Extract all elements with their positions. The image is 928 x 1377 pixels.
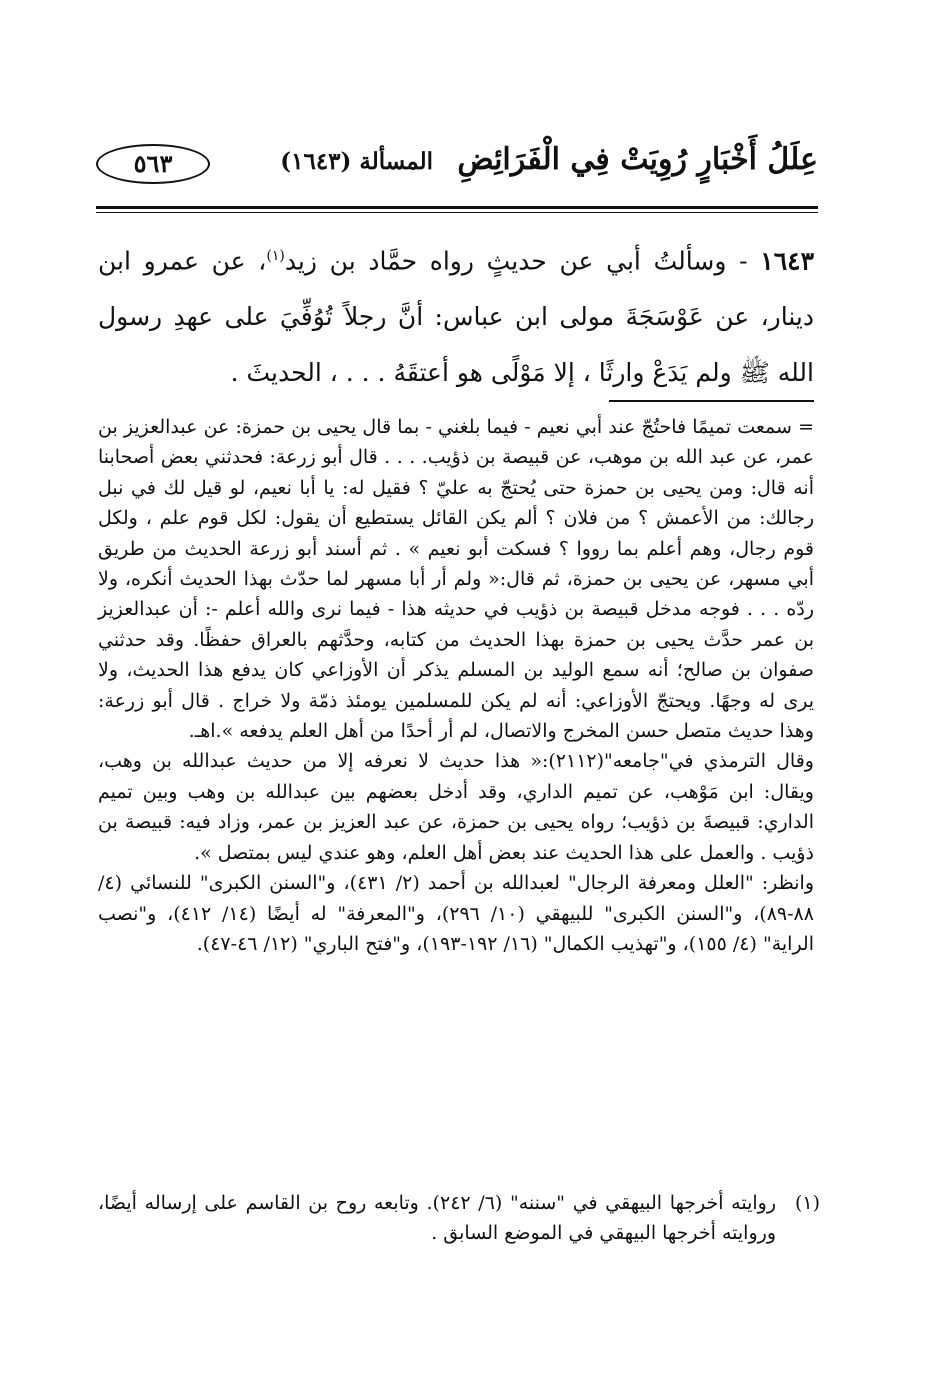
issue-label: المسألة (١٦٤٣) [280,148,433,175]
page-number: ٥٦٣ [96,144,210,184]
main-text-part-b: ، عن عمرو ابن دينار، عن عَوْسَجَةَ مولى ابن عباس: أنَّ رجلاً تُوُفِّيَ على عهدِ رسول الله ﷺ ولم يَدَعْ وارثًا ، إلا مَوْلًى هو أعتقَهُ . . . ، الحديثَ . [98,246,814,388]
main-text [98,228,814,401]
chapter-title: عِلَلُ أَخْبَارٍ رُوِيَتْ فِي الْفَرَائِضِ [457,142,818,177]
footnote-1 [98,1188,820,1249]
note-paragraph-2: وقال الترمذي في"جامعه"(٢١١٢):« هذا حديث لا نعرفه إلا من حديث عبدالله بن وهب، ويقال: ابن مَوْهب، عن تميم الداري، وقد أدخل بعضهم بين عبدالله بن وهب وبين تميم الداري: قبيصةَ بن ذؤيب؛ رواه يحيى بن حمزة، عن عبد العزيز بن عمر، وزاد فيه: قبيصة بن ذؤيب . والعمل على هذا الحديث عند بعض أهل العلم، وهو عندي ليس بمتصل ». [98,750,814,864]
issue-number: ١٦٤٣ [760,246,814,276]
header-rule-thin [96,212,818,213]
main-text-part-a: - وسألتُ أبي عن حديثٍ رواه حمَّاد بن زيد [284,246,761,276]
footnote-marker: (١) [794,1192,820,1214]
footnote-divider [609,400,814,402]
footnote-ref: (١) [266,248,285,264]
footnotes-block [98,412,814,959]
footnote-text: روايته أخرجها البيهقي في "سننه" (٦/ ٢٤٢). وتابعه روح بن القاسم على إرساله أيضًا، وروايته أخرجها البيهقي في الموضع السابق . [98,1192,776,1245]
main-paragraph [98,228,814,401]
note-paragraph-3: وانظر: "العلل ومعرفة الرجال" لعبدالله بن أحمد (٢/ ٤٣١)، و"السنن الكبرى" للنسائي (٤/ ٨٨-٨٩)، و"السنن الكبرى" للبيهقي (١٠/ ٢٩٦)، و"المعرفة" له أيضًا (١٤/ ٤١٢)، و"نصب الراية" (٤/ ١٥٥)، و"تهذيب الكمال" (١٦/ ١٩٢-١٩٣)، و"فتح الباري" (١٢/ ٤٦-٤٧). [98,872,814,955]
page-header [96,138,818,198]
header-rule [96,206,818,209]
note-paragraph-1: = سمعت تميمًا فاحتُجّ عند أبي نعيم - فيما بلغني - بما قال يحيى بن حمزة: عن عبدالعزيز بن عمر، عن عبد الله بن موهب، عن قبيصة بن ذؤيب. . . . قال أبو زرعة: فحدثني بعض أصحابنا أنه قال: ومن يحيى بن حمزة حتى يُحتجّ به عليّ ؟ فقيل له: يا أبا نعيم، لو قيل لك في نبل رجالك: من الأعمش ؟ من فلان ؟ ألم يكن القائل يستطيع أن يقول: لكل قوم علم ، ولكل قوم رجال، وهم أعلم بما رووا ؟ فسكت أبو نعيم » . ثم أسند أبو زرعة الحديث من طريق أبي مسهر، عن يحيى بن حمزة، ثم قال:« ولم أر أبا مسهر لما حدّث بهذا الحديث أنكره، ولا ردّه . . . فوجه مدخل قبيصة بن ذؤيب في حديثه هذا - فيما نرى والله أعلم -: أن عبدالعزيز بن عمر حدَّث يحيى بن حمزة بهذا الحديث من كتابه، وحدَّثهم بالعراق حفظًا. وقد حدثني صفوان بن صالح؛ أنه سمع الوليد بن المسلم يذكر أن الأوزاعي كان يدفع هذا الحديث، ولا يرى له وجهًا. ويحتجّ الأوزاعي: أنه لم يكن للمسلمين يومئذ ذمّة ولا خراج . قال أبو زرعة: وهذا حديث متصل حسن المخرج والاتصال، لم أر أحدًا من أهل العلم يدفعه ».اهـ. [98,416,814,743]
